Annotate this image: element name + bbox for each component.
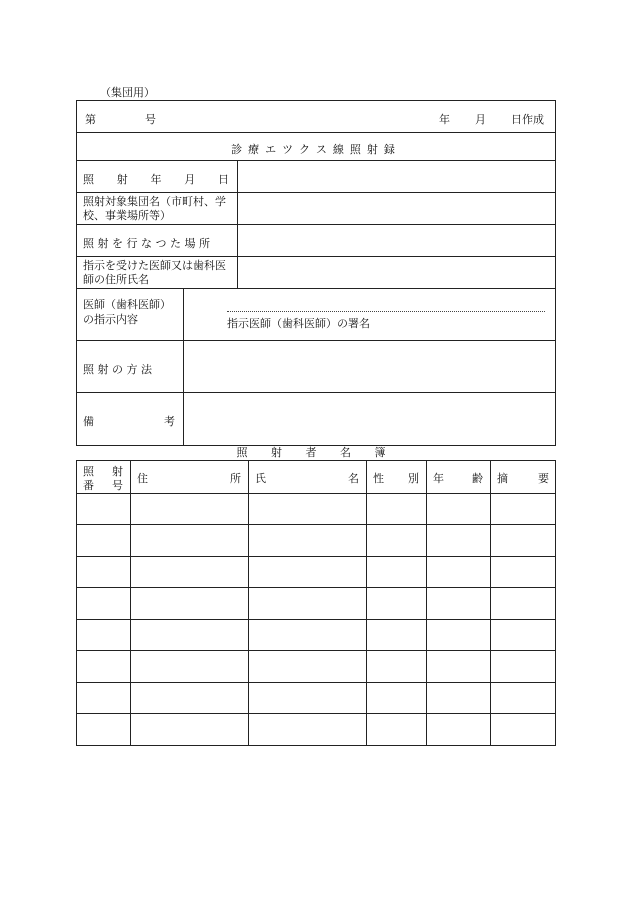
divider <box>237 225 238 256</box>
header-char: 性 <box>373 472 384 485</box>
header-char: 年 <box>433 472 444 485</box>
date-char: 日 <box>218 173 229 186</box>
date-char: 年 <box>150 173 162 186</box>
group-name-label: 照射対象集団名（市町村、学校、事業場所等） <box>83 195 226 222</box>
header-char: 齢 <box>472 472 483 485</box>
method-row <box>77 341 555 393</box>
year-label: 年 <box>439 113 450 126</box>
number-suffix: 号 <box>145 113 156 126</box>
col-divider <box>426 461 427 745</box>
place-label: 照 射 を 行 な つ た 場 所 <box>83 237 210 250</box>
row-divider <box>77 713 555 714</box>
divider <box>183 341 184 392</box>
col-header-name <box>255 470 359 486</box>
method-label: 照 射 の 方 法 <box>83 363 152 376</box>
header-char: 番 <box>83 479 94 492</box>
col-divider <box>248 461 249 745</box>
doctor-row <box>77 257 555 289</box>
header-char: 要 <box>538 472 549 485</box>
remarks-label <box>83 413 175 429</box>
row-divider <box>77 682 555 683</box>
col-divider <box>130 461 131 745</box>
roster-table <box>76 460 556 746</box>
divider <box>237 257 238 288</box>
col-header-age <box>433 470 483 486</box>
signature-line <box>227 311 545 312</box>
row-divider <box>77 493 555 494</box>
col-divider <box>366 461 367 745</box>
remarks-row <box>77 393 555 445</box>
form-title: 診療エツクス線照射録 <box>231 143 401 156</box>
divider <box>237 193 238 224</box>
day-created-label: 日作成 <box>511 113 544 126</box>
header-char: 名 <box>348 472 359 485</box>
header-char: 摘 <box>497 472 508 485</box>
number-prefix: 第 <box>85 113 96 126</box>
date-label <box>83 171 229 187</box>
header-char: 照 <box>83 465 94 478</box>
date-char: 射 <box>116 173 128 186</box>
month-label: 月 <box>475 113 486 126</box>
signature-label: 指示医師（歯科医師）の署名 <box>227 317 370 330</box>
row-divider <box>77 587 555 588</box>
header-row <box>77 101 555 133</box>
instructions-row <box>77 289 555 341</box>
place-row <box>77 225 555 257</box>
record-box <box>76 100 556 446</box>
col-header-number-bottom <box>83 477 123 493</box>
roster-title: 照 射 者 名 簿 <box>236 446 396 459</box>
row-divider <box>77 619 555 620</box>
header-char: 氏 <box>255 472 266 485</box>
header-char: 所 <box>230 472 241 485</box>
row-divider <box>77 650 555 651</box>
col-header-summary <box>497 470 549 486</box>
col-divider <box>490 461 491 745</box>
header-char: 別 <box>408 472 419 485</box>
divider <box>237 161 238 192</box>
col-header-address <box>137 470 241 486</box>
title-row <box>77 133 555 161</box>
date-char: 月 <box>184 173 196 186</box>
header-char: 号 <box>112 479 123 492</box>
form-caption: （集団用） <box>100 86 155 99</box>
group-row <box>77 193 555 225</box>
instructions-label: 医師（歯科医師）の指示内容 <box>83 298 171 326</box>
date-char: 照 <box>83 173 94 186</box>
remarks-char: 備 <box>83 415 94 428</box>
date-row <box>77 161 555 193</box>
divider <box>183 393 184 445</box>
col-header-sex <box>373 470 419 486</box>
row-divider <box>77 556 555 557</box>
row-divider <box>77 524 555 525</box>
doctor-address-label: 指示を受けた医師又は歯科医師の住所氏名 <box>83 259 226 286</box>
header-char: 住 <box>137 472 148 485</box>
divider <box>183 289 184 340</box>
header-char: 射 <box>112 465 123 478</box>
remarks-char: 考 <box>164 415 175 428</box>
